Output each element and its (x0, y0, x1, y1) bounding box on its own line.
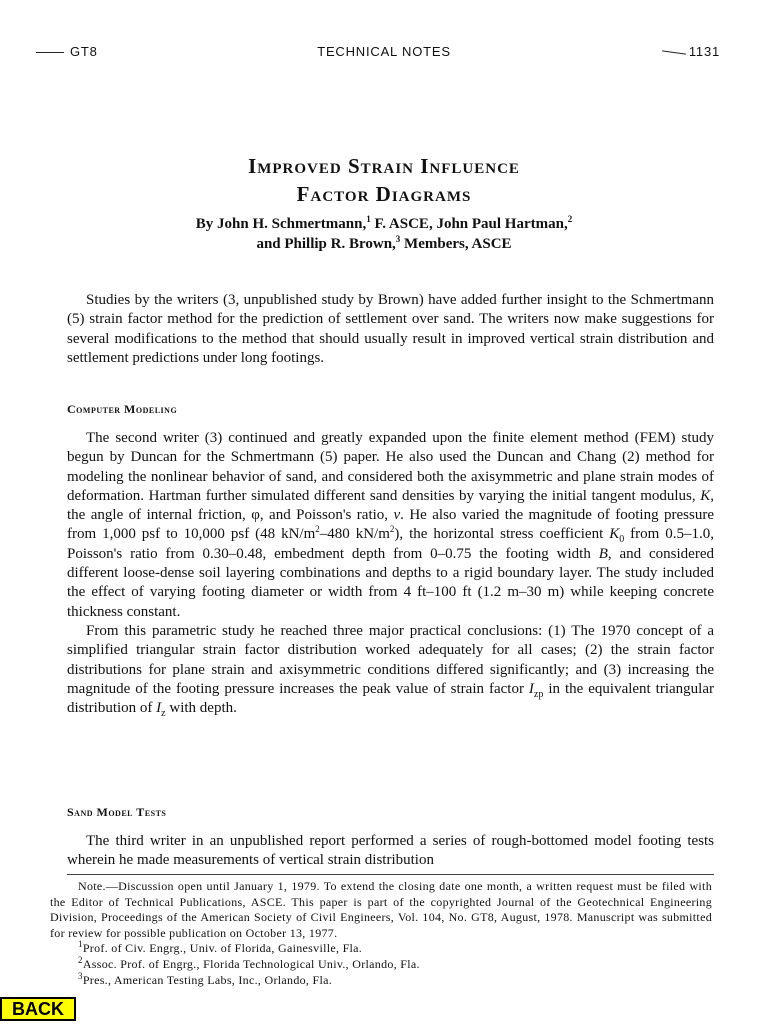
section-sand-model-tests (67, 832, 714, 871)
title-line-1: Improved Strain Influence (248, 154, 520, 178)
author-1: By John H. Schmertmann, (195, 216, 367, 232)
text-run: , and considered different loose-dense soil layering combinations and depths to a rigid boundary layer. The study included the effect of varying footing diameter or width from 4 ft–100 ft (1.2 m–30 m) while keeping concrete thickness constant. (67, 545, 714, 620)
paragraph (67, 622, 714, 718)
running-head-right (662, 44, 720, 59)
journal-code: GT8 (70, 44, 98, 59)
paper-title (0, 152, 768, 208)
text-run: from 0.5–1.0, Poisson's ratio from 0.30–0.48, embedment depth from 0–0.75 the footing width (67, 526, 714, 562)
superscript: 2 (315, 524, 320, 535)
authors-line-1 (0, 214, 768, 234)
symbol-nu: ν (393, 507, 401, 524)
section-computer-modeling (67, 429, 714, 718)
subscript: zp (533, 688, 544, 700)
paragraph: The third writer in an unpublished report performed a series of rough-bottomed model footing tests wherein he made measurements of vertical strain distribution (67, 833, 714, 869)
discussion-note: Note.—Discussion open until January 1, 1979. To extend the closing date one month, a written request must be filed with the Editor of Technical Publications, ASCE. This paper is part of the copyrighted Journal of the Geotechnical Engineering Division, Proceedings of the American Society of Civil Engineers, Vol. 104, No. GT8, August, 1978. Manuscript was submitted for review for possible publication on October 13, 1977. (50, 879, 712, 940)
text-run: with depth. (165, 700, 237, 717)
superscript: 2 (389, 524, 395, 535)
title-line-2: Factor Diagrams (296, 182, 472, 206)
authors (0, 214, 768, 254)
text-run: –480 kN/m (319, 526, 390, 543)
footnote-text: Prof. of Civ. Engrg., Univ. of Florida, Gainesville, Fla. (82, 941, 363, 956)
page-number: 1131 (688, 44, 720, 59)
running-head-title: TECHNICAL NOTES (317, 44, 451, 59)
symbol-iz: I (156, 700, 162, 717)
subscript: 0 (619, 534, 625, 546)
symbol-k: K (700, 487, 711, 504)
back-button[interactable]: BACK (0, 997, 76, 1021)
text-run: ), the horizontal stress coefficient (394, 526, 610, 543)
footnote-text: Assoc. Prof. of Engrg., Florida Technological Univ., Orlando, Fla. (82, 956, 420, 971)
footnote-mark: 2 (78, 954, 83, 965)
authors-line-2 (0, 234, 768, 254)
symbol-k0: K (609, 526, 620, 543)
subscript: z (161, 708, 166, 720)
footnotes (50, 879, 712, 988)
author-affiliation: Members, ASCE (400, 236, 512, 252)
footnote-2 (50, 954, 712, 973)
abstract-paragraph: Studies by the writers (3, unpublished study by Brown) have added further insight to the Schmertmann (5) strain factor method for the prediction of settlement over sand. The writers now make suggestions for several modifications to the method that should usually result in improved vertical strain distribution and settlement predictions under long footings. (67, 292, 714, 366)
footnote-3 (50, 970, 712, 989)
section-heading-computer-modeling: Computer Modeling (67, 402, 178, 416)
symbol-b: B (598, 545, 608, 562)
running-head (0, 44, 768, 62)
footnote-divider (67, 874, 714, 875)
text-run: in the equivalent triangular distribution of (67, 680, 714, 717)
footnote-mark: 1 (366, 214, 371, 224)
text-run: . He also varied the magnitude of footing pressure from 1,000 psf to 10,000 psf (48 kN/m (67, 507, 714, 543)
text-run: From this parametric study he reached three major practical conclusions: (1) The 1970 concept of a simplified triangular strain factor distribution worked adequately for all cases; (2) the strain factor distributions for plane strain and axisymmetric conditions differed significantly; and (3) increasing the magnitude of the footing pressure increases the peak value of strain factor (67, 622, 714, 697)
footnote-mark: 3 (395, 234, 401, 244)
footnote-mark: 2 (567, 214, 573, 224)
author-2: F. ASCE, John Paul Hartman, (370, 216, 568, 232)
author-3: and Phillip R. Brown, (256, 236, 396, 252)
running-head-dash (662, 50, 686, 54)
footnote-1 (50, 941, 712, 957)
footnote-text: Pres., American Testing Labs, Inc., Orlando, Fla. (82, 972, 333, 987)
text-run: , the angle of internal friction, φ, and Poisson's ratio, (67, 487, 714, 524)
paragraph (67, 429, 714, 622)
symbol-izp: I (528, 680, 534, 697)
section-heading-sand-model-tests: Sand Model Tests (67, 805, 167, 819)
footnote-mark: 3 (78, 970, 83, 981)
footnote-mark: 1 (78, 939, 83, 950)
abstract (67, 291, 714, 368)
text-run: The second writer (3) continued and greatly expanded upon the finite element method (FEM) study begun by Duncan for the Schmertmann (5) paper. He also used the Duncan and Chang (2) method for modeling the nonlinear behavior of sand, and considered both the axisymmetric and plane strain modes of deformation. Hartman further simulated different sand densities by varying the initial tangent modulus, (67, 430, 714, 504)
